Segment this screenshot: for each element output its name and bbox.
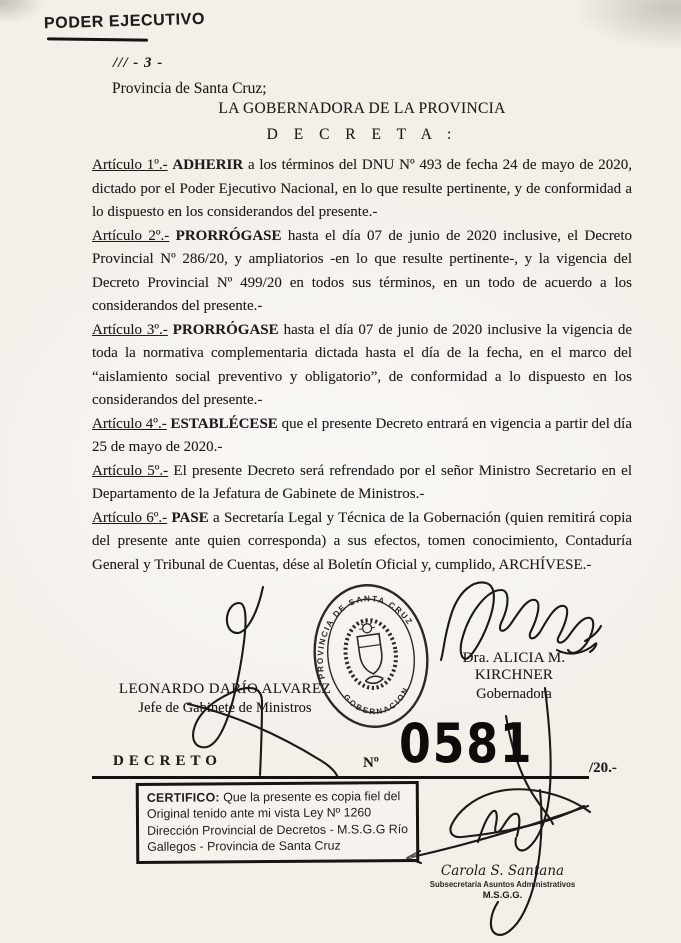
article-6-text: a Secretaría Legal y Técnica de la Gobernación (quien remitirá copia del presente ante quien corresponda) a sus efectos, tomen conocimiento, Contaduría General y Tribunal de Cuentas, dése al Boletín Oficial y, cumplido, ARCHÍVESE.- <box>92 509 633 573</box>
article-4 <box>92 413 632 460</box>
article-6-keyword: PASE <box>171 509 209 526</box>
article-4-text: que el presente Decreto entrará en vigencia a partir del día 25 de mayo de 2020.- <box>92 415 633 455</box>
article-5 <box>92 460 632 507</box>
certification-line4: Río Gallegos - Provincia de Santa Cruz <box>147 821 409 855</box>
chief-of-staff-name-block <box>110 681 340 717</box>
governor-signature <box>441 582 601 660</box>
article-4-label: Artículo 4º.- <box>92 415 167 432</box>
decree-row-rule <box>92 776 589 779</box>
seal-top-text: PROVINCIA DE SANTA CRUZ <box>315 594 415 680</box>
certifier-name: Carola S. Santana <box>440 863 565 879</box>
article-4-keyword: ESTABLÉCESE <box>170 415 278 432</box>
article-2 <box>92 225 632 319</box>
certifier-org: M.S.G.G. <box>482 890 523 901</box>
chief-of-staff-name: LEONARDO DARÍO ALVAREZ <box>118 681 332 697</box>
header-underline <box>47 37 148 41</box>
province-line: Provincia de Santa Cruz; <box>112 80 267 97</box>
certification-keyword: CERTIFICO: <box>146 790 220 805</box>
certifier-name-block <box>415 863 590 901</box>
certification-stamp <box>136 781 420 864</box>
decree-subtitle: D E C R E T A : <box>266 126 458 143</box>
seal-wreath <box>341 617 400 691</box>
page-continuation-marker: /// - 3 - <box>113 55 164 71</box>
certification-line2: Original tenido ante mi vista Ley Nº 1260 <box>146 805 372 822</box>
article-5-text: El presente Decreto será refrendado por el señor Ministro Secretario en el Departamento de la Jefatura de Gabinete de Ministros.- <box>92 462 632 502</box>
seal-ribbon-icon <box>365 675 384 684</box>
governor-title: Gobernadora <box>476 686 552 702</box>
article-2-keyword: PRORRÓGASE <box>175 227 282 244</box>
decree-number-stamp: 0581 <box>399 713 534 776</box>
article-3-keyword: PRORRÓGASE <box>172 321 279 338</box>
article-5-label: Artículo 5º.- <box>92 462 169 479</box>
article-1-text: a los términos del DNU Nº 493 de fecha 24 de mayo de 2020, dictado por el Poder Ejecutivo Nacional, en lo que resulte pertinente, y de conformidad a lo dispuesto en los considerandos del presente.- <box>92 157 633 220</box>
decree-body <box>92 100 632 577</box>
seal-bottom-text: GOBERNACION <box>341 684 411 717</box>
certification-line3: Dirección Provincial de Decretos - M.S.G.G <box>147 822 386 838</box>
certifier-title: Subsecretaría Asuntos Administrativos <box>429 880 576 889</box>
article-3 <box>92 319 632 413</box>
decree-row-label: DECRETO <box>113 753 222 769</box>
seal-shield-icon <box>357 634 384 676</box>
seal-sun-icon <box>362 623 372 633</box>
article-6 <box>92 507 632 578</box>
certification-line1: Que la presente es copia fiel del <box>223 789 401 805</box>
governor-name: Dra. ALICIA M. KIRCHNER <box>462 650 566 683</box>
chief-of-staff-title: Jefe de Gabinete de Ministros <box>138 700 312 716</box>
decree-title: LA GOBERNADORA DE LA PROVINCIA <box>218 100 506 117</box>
executive-branch-header: PODER EJECUTIVO <box>43 10 206 33</box>
article-3-label: Artículo 3º.- <box>92 321 168 338</box>
decree-number-label: Nº <box>363 755 379 771</box>
decree-year-suffix: /20.- <box>589 760 617 776</box>
governor-name-block <box>424 650 604 703</box>
article-3-text: hasta el día 07 de junio de 2020 inclusive la vigencia de toda la normativa complementaria dictada hasta el día de la fecha, en el marco del “aislamiento social preventivo y obligatorio”, de conformidad a lo dispuesto en los considerandos del presente.- <box>92 321 633 408</box>
article-6-label: Artículo 6º.- <box>92 509 168 526</box>
article-2-text: hasta el día 07 de junio de 2020 inclusive, el Decreto Provincial Nº 286/20, y ampliatorios -en lo que resulte pertinente-, y la vigencia del Decreto Provincial Nº 499/20 en todos sus términos, en un todo de acuerdo a los considerandos del presente.- <box>92 227 633 314</box>
article-1 <box>92 154 632 225</box>
article-1-keyword: ADHERIR <box>172 157 244 173</box>
article-1-label: Artículo 1º.- <box>92 157 168 173</box>
article-2-label: Artículo 2º.- <box>92 227 170 244</box>
